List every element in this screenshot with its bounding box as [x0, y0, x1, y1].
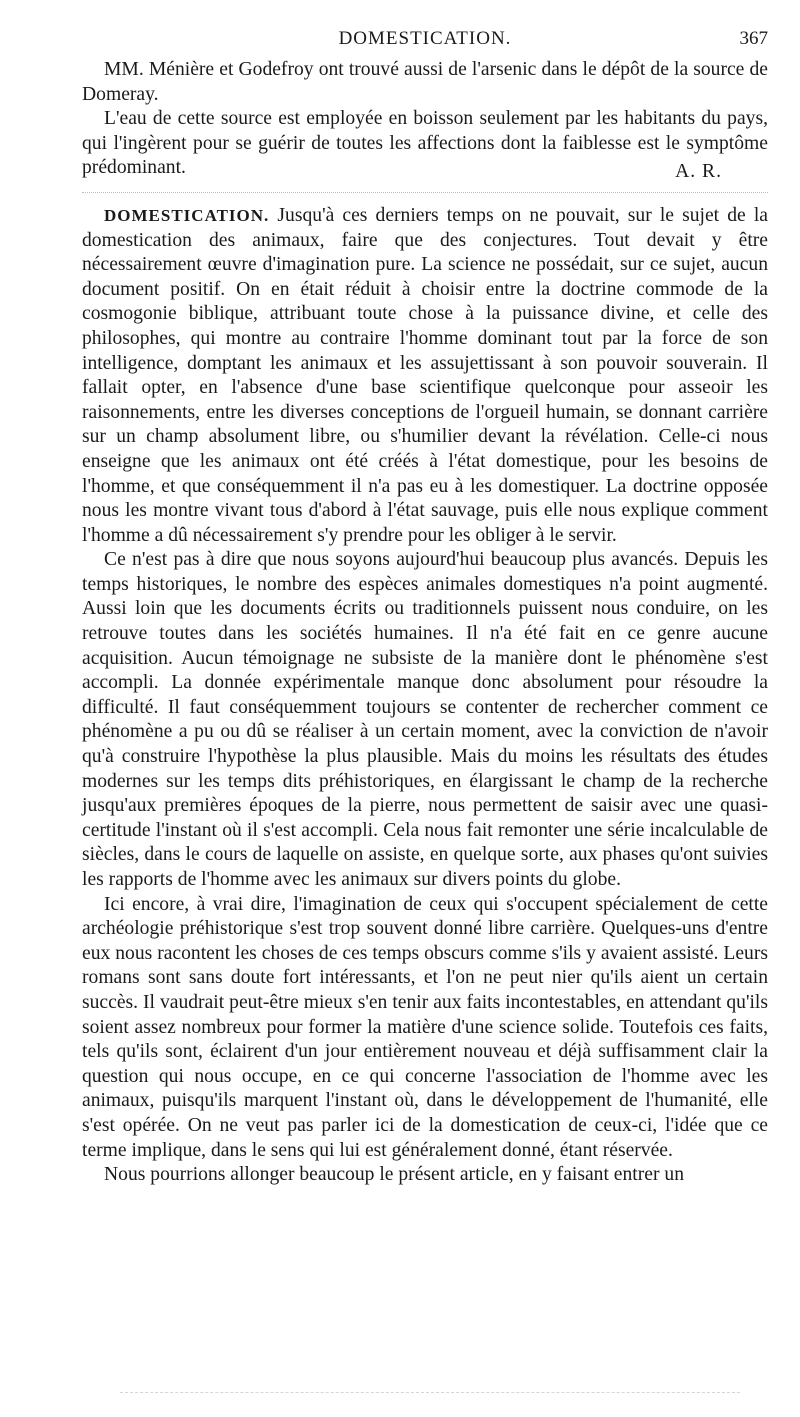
page [82, 22, 768, 1188]
prev-entry-paragraph-2 [82, 107, 768, 181]
page-number: 367 [739, 28, 768, 49]
author-signature: A. R. [675, 161, 722, 183]
bottom-scan-noise [120, 1392, 740, 1393]
entry-paragraph-3: Ici encore, à vrai dire, l'imagination de ceux qui s'occupent spécialement de cette archéologie préhistorique s'est trop souvent donné libre carrière. Quelques-uns d'entre eux nous racontent les choses de ces temps obscurs comme s'ils y avaient assisté. Leurs romans sont sans doute fort intéressants, et l'on ne peut nier qu'ils aient un certain succès. Il vaudrait peut-être mieux s'en tenir aux faits incontestables, en attendant qu'ils soient assez nombreux pour former la matière d'une science solide. Toutefois ces faits, tels qu'ils sont, éclairent d'un jour entièrement nouveau et déjà suffisamment clair la question qui nous occupe, en ce qui concerne l'association de l'homme avec les animaux, puisqu'ils marquent l'instant où, dans le développement de l'humanité, elle s'est opérée. On ne veut pas parler ici de la domestication de ceux-ci, l'idée que ce terme implique, dans le sens qui lui est généralement donné, étant réservée. [82, 893, 768, 1161]
page-header [82, 22, 768, 58]
entry-headword: DOMESTICATION. [104, 205, 270, 225]
prev-entry-paragraph-1: MM. Ménière et Godefroy ont trouvé aussi de l'arsenic dans le dépôt de la source de Domeray. [82, 59, 768, 105]
entry-paragraph-1 [82, 204, 768, 548]
entry-paragraph-4: Nous pourrions allonger beaucoup le présent article, en y faisant entrer un [104, 1164, 684, 1186]
entry-separator [82, 192, 768, 207]
entry-paragraph-1-text: Jusqu'à ces derniers temps on ne pouvait, sur le sujet de la domestication des animaux, faire que des conjectures. Tout devait y être nécessairement œuvre d'imagination pure. La science ne possédait, sur ce sujet, aucun document positif. On en était réduit à choisir entre la doctrine commode de la cosmogonie biblique, attribuant toute chose à la puissance divine, et celle des philosophes, qui montre au contraire l'homme dominant tout par la force de son intelligence, domptant les animaux et les assujettissant à son pouvoir souverain. Il fallait opter, en l'absence d'une base scientifique quelconque pour asseoir les raisonnements, entre les diverses conceptions de l'orgueil humain, se donnant carrière sur un champ absolument libre, ou s'humilier devant la révélation. Celle-ci nous enseigne que les animaux ont été créés à l'état domestique, pour les besoins de l'homme, et que conséquemment il n'a pas eu à les domestiquer. La doctrine opposée nous les montre vivant tous d'abord à l'état sauvage, puis elle nous explique comment l'homme a dû nécessairement s'y prendre pour les obliger à le servir. [82, 204, 768, 546]
entry-paragraph-2: Ce n'est pas à dire que nous soyons aujourd'hui beaucoup plus avancés. Depuis les temps historiques, le nombre des espèces animales domestiques n'a point augmenté. Aussi loin que les documents écrits ou traditionnels puissent nous conduire, on les retrouve toutes dans les sociétés humaines. Il n'a été fait en ce genre aucune acquisition. Aucun témoignage ne subsiste de la manière dont le phénomène s'est accompli. La donnée expérimentale manque donc absolument pour résoudre la difficulté. Il faut conséquemment toujours se contenter de rechercher comment ce phénomène a pu ou dû se réaliser à un certain moment, avec la conviction de n'avoir qu'à construire l'hypothèse la plus plausible. Mais du moins les résultats des études modernes sur les temps dits préhistoriques, en élargissant le champ de la recherche jusqu'aux premières époques de la pierre, nous permettent de saisir avec une quasi-certitude l'instant où il s'est accompli. Cela nous fait remonter une série incalculable de siècles, dans le cours de laquelle on assiste, en quelque sorte, aux phases qu'ont suivies les rapports de l'homme avec les animaux sur divers points du globe. [82, 549, 768, 890]
prev-entry-paragraph-2-text: L'eau de cette source est employée en boisson seulement par les habitants du pays, qui l'ingèrent pour se guérir de toutes les affections dont la faiblesse est le symptôme prédominant. [82, 108, 768, 179]
running-head: DOMESTICATION. [338, 28, 512, 49]
